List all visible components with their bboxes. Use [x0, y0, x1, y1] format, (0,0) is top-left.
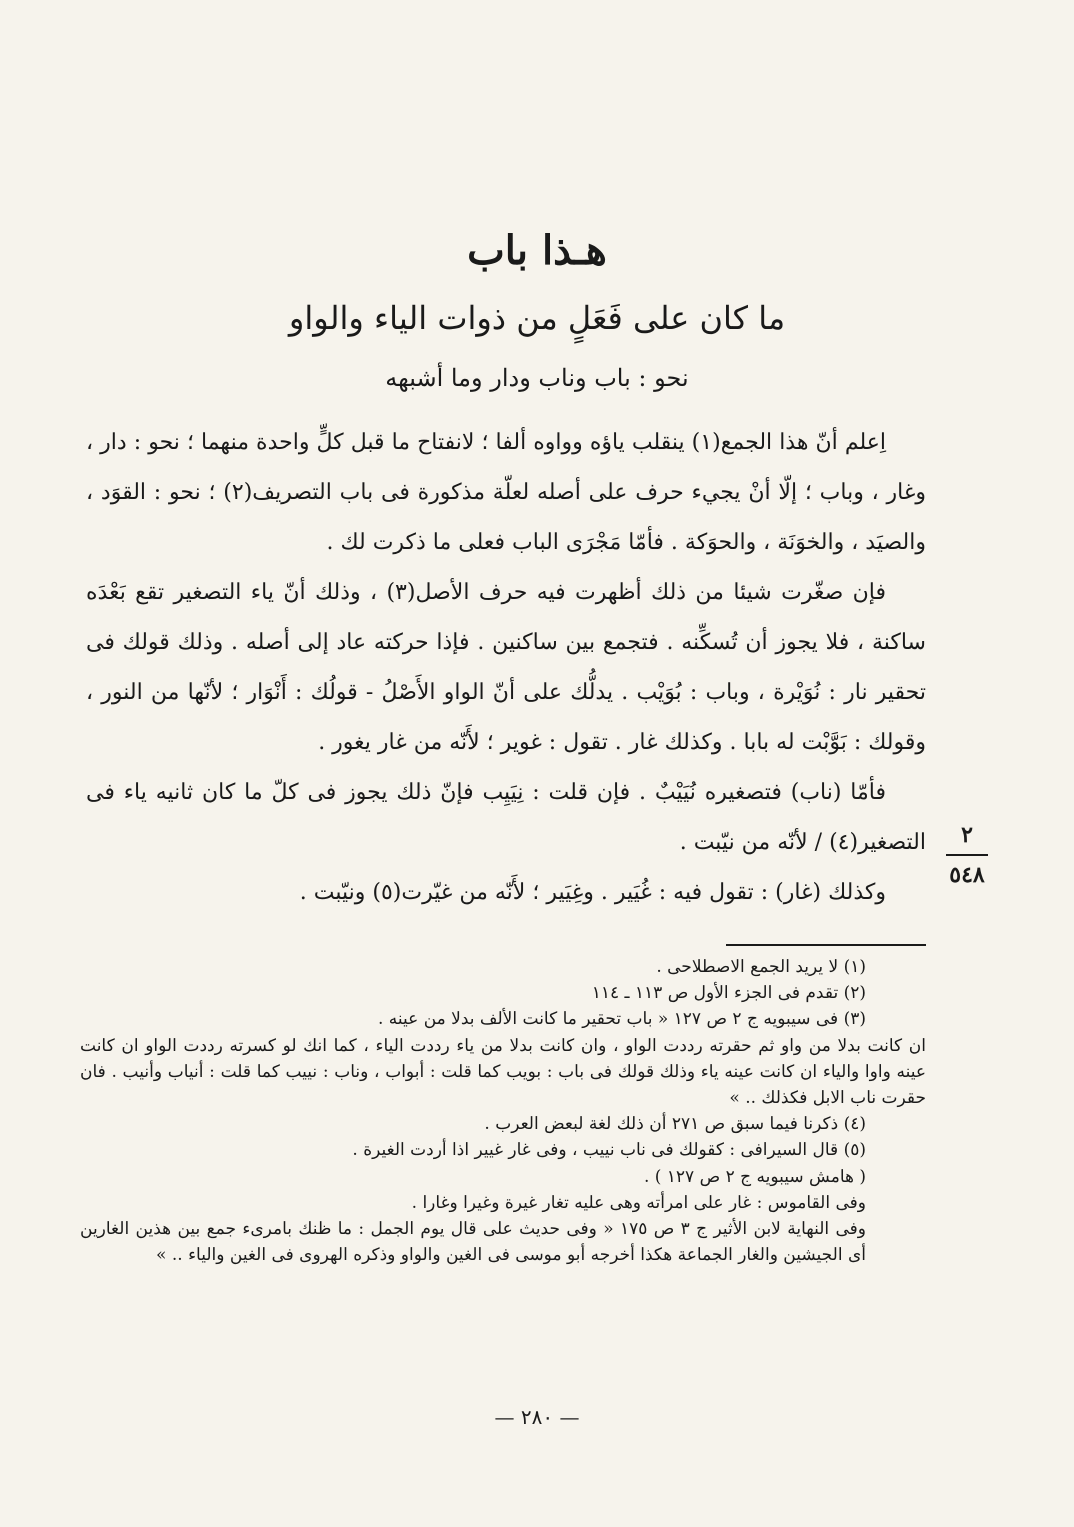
- margin-reference-top: ٢: [961, 822, 973, 848]
- page-number: — ٢٨٠ —: [494, 1405, 580, 1429]
- footnote: (٢) تقدم فى الجزء الأول ص ١١٣ ـ ١١٤: [591, 983, 866, 1004]
- chapter-heading: هـذا باب: [467, 227, 607, 274]
- footnote: ( هامش سيبويه ج ٢ ص ١٢٧ ) .: [643, 1166, 866, 1187]
- paragraph: اِعلم أنّ هذا الجمع(١) ينقلب ياؤه وواوه ألفا ؛ لانفتاح ما قبل كلٍّ واحدة منهما ؛ نحو : دار ، وغار ، وباب ؛ إلّا أنْ يجيء حرف على أصله لعلّة مذكورة فى باب التصريف(٢) ؛ نحو : القوَد ، والصيَد ، والخوَنَة ، والحوَكة . فأمّا مَجْرَى الباب فعلى ما ذكرت لك .: [86, 430, 926, 555]
- margin-reference: [942, 822, 992, 888]
- footnote: وفى القاموس : غار على امرأته وهى عليه تغار غيرة وغيرا وغارا .: [411, 1192, 866, 1213]
- footnote: (٣) فى سيبويه ج ٢ ص ١٢٧ « باب تحقير ما كانت الألف بدلا من عينه .: [377, 1009, 866, 1030]
- footnote-separator: [726, 944, 926, 946]
- margin-reference-bottom: ٥٤٨: [949, 862, 985, 888]
- footnote: وفى النهاية لابن الأثير ج ٣ ص ١٧٥ « وفى حديث على قال يوم الجمل : ما ظنك بامرىء جمع بين هذين الغارين أى الجيشين والغار الجماعة هكذا أخرجه أبو موسى فى الغين والواو وذكره الهروى فى الغين والياء .. »: [80, 1219, 866, 1266]
- paragraph: وكذلك (غار) : تقول فيه : غُيَير . وغِيَير ؛ لأَنّه من غيّرت(٥) ونيّبت .: [299, 880, 886, 905]
- footnote: (٤) ذكرنا فيما سبق ص ٢٧١ أن ذلك لغة لبعض العرب .: [484, 1114, 866, 1135]
- chapter-subheading: ما كان على فَعَلٍ من ذوات الياء والواو: [288, 299, 786, 337]
- footnote-continuation: ان كانت بدلا من واو ثم حقرته رددت الواو ، وان كانت بدلا من ياء رددت الياء ، كما انك لو كسرته رددت الواو ان كانت عينه واوا والياء ان كانت عينه ياء وذلك قولك فى باب : بويب كما قلت : أبواب ، وناب : نييب كما قلت : أنياب وأنيب . فان حقرت ناب الابل فكذلك .. »: [80, 1035, 926, 1109]
- footnotes: [80, 954, 926, 1268]
- paragraph: فإن صغّرت شيئا من ذلك أظهرت فيه حرف الأصل(٣) ، وذلك أنّ ياء التصغير تقع بَعْدَه ساكنة ، فلا يجوز أن تُسكِّنه . فتجمع بين ساكنين . فإذا حركته عاد إلى أصله . وذلك قولك فى تحقير نار : نُوَيْرة ، وباب : بُوَيْب . يدلُّك على أنّ الواو الأَصْلُ - قولُك : أَنْوَار ؛ لأنّها من النور ، وقولك : بَوَّبْت له بابا . وكذلك غار . تقول : غوير ؛ لأَنّه من غار يغور .: [86, 580, 926, 755]
- paragraph: فأمّا (ناب) فتصغيره نُيَيْبٌ . فإن قلت : نِيَيِب فإنّ ذلك يجوز فى كلّ ما كان ثانيه ياء فى التصغير(٤) / لأنّه من نيّبت .: [86, 780, 926, 855]
- footnote: (٥) قال السيرافى : كقولك فى ناب نييب ، وفى غار غيير اذا أردت الغيرة .: [352, 1140, 866, 1161]
- main-text: [86, 418, 926, 918]
- footnote: (١) لا يريد الجمع الاصطلاحى .: [656, 957, 866, 977]
- margin-reference-rule: [946, 854, 988, 856]
- chapter-example-line: نحو : باب وناب ودار وما أشبهه: [385, 364, 689, 392]
